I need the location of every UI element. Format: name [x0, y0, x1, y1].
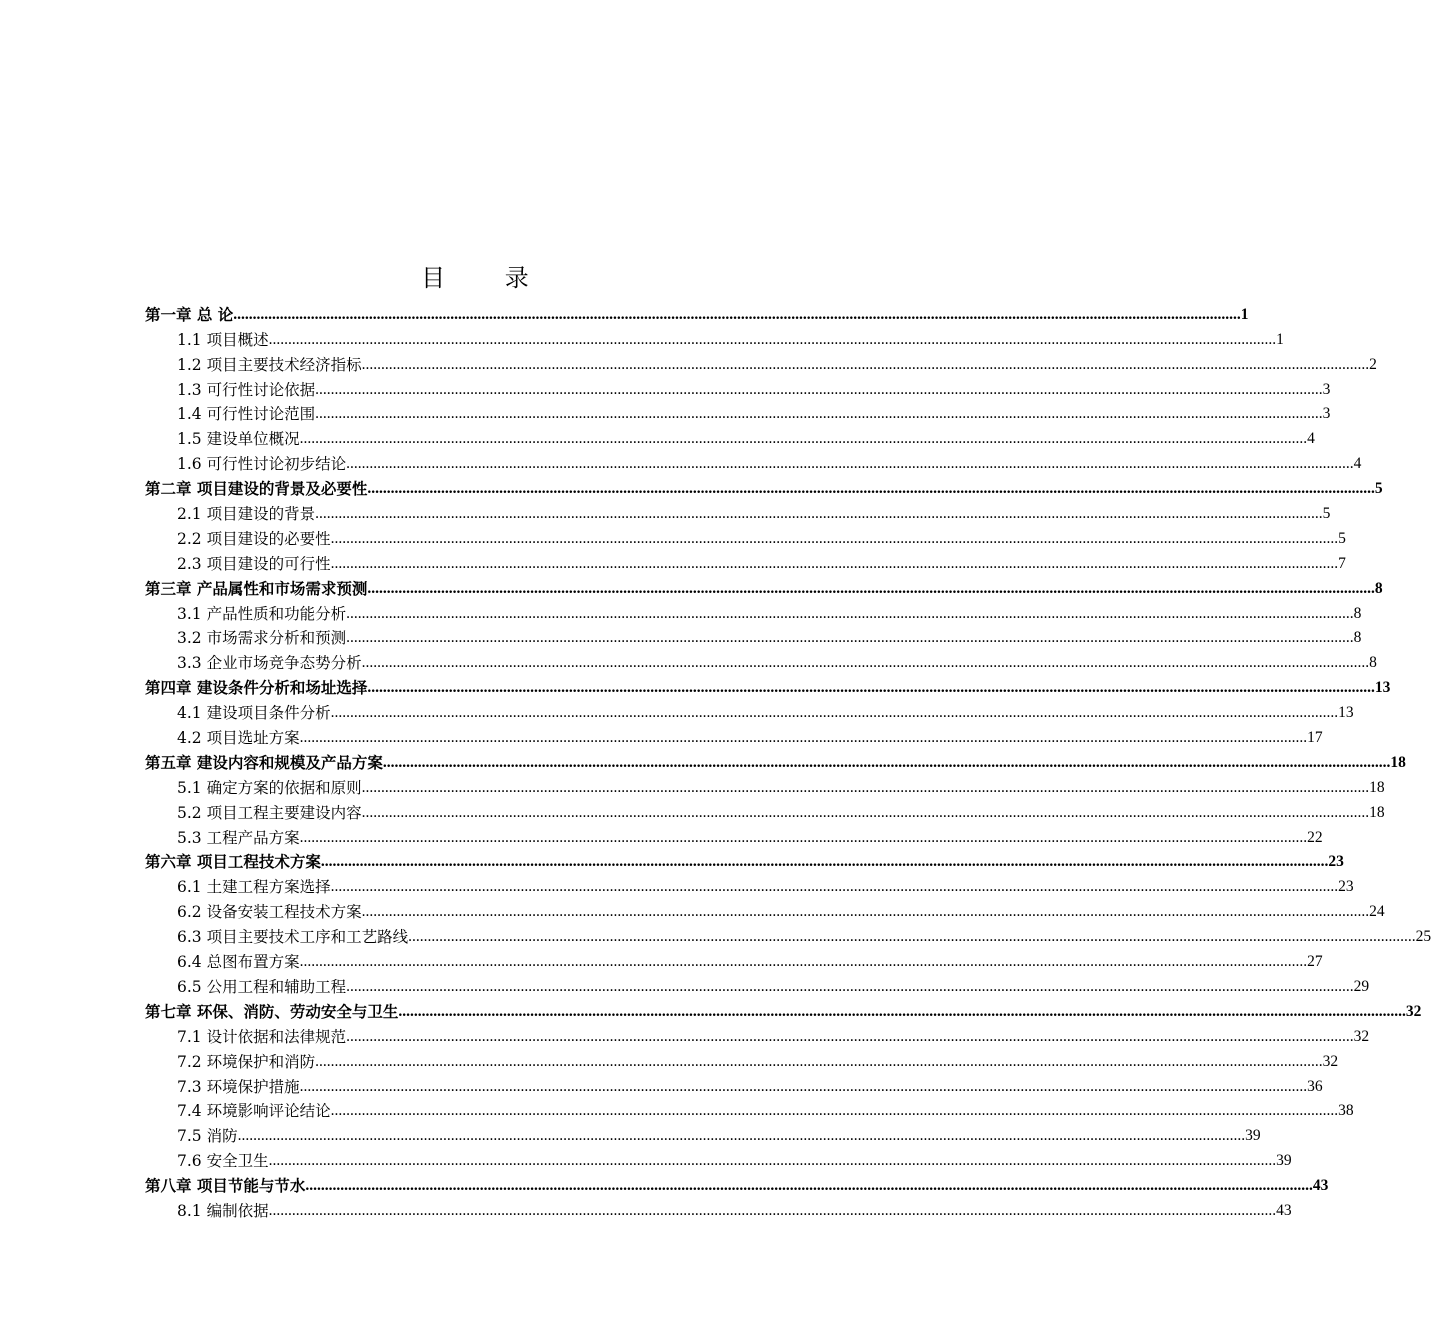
toc-entry-label: 7.3 环境保护措施	[177, 1077, 300, 1096]
dot-leader: ....................................................................................................................................................................................................................................................................	[330, 704, 1339, 722]
toc-page-number: 13	[1374, 679, 1391, 697]
toc-entry-label: 1.2 项目主要技术经济指标	[177, 355, 362, 374]
toc-chapter-entry[interactable]	[145, 847, 1344, 872]
toc-section-entry[interactable]	[145, 896, 1385, 922]
dot-leader: ....................................................................................................................................................................................................................................................................	[330, 529, 1339, 547]
toc-page-number: 13	[1338, 704, 1354, 722]
toc-entry-label: 第八章 项目节能与节水	[145, 1176, 306, 1196]
toc-page-number: 18	[1369, 778, 1385, 796]
dot-leader: ....................................................................................................................................................................................................................................................................	[408, 928, 1416, 946]
toc-page-number: 25	[1415, 928, 1431, 946]
dot-leader: ....................................................................................................................................................................................................................................................................	[367, 679, 1375, 697]
toc-entry-label: 第四章 建设条件分析和场址选择	[145, 678, 368, 698]
toc-entry-label: 7.2 环境保护和消防	[177, 1052, 316, 1071]
toc-entry-label: 6.3 项目主要技术工序和工艺路线	[177, 928, 409, 947]
toc-section-entry[interactable]	[145, 548, 1346, 573]
toc-entry-label: 第一章 总 论	[145, 304, 234, 324]
toc-page-number: 2	[1369, 355, 1377, 373]
toc-section-entry[interactable]	[145, 598, 1362, 623]
page-title: 目 录	[421, 264, 555, 292]
dot-leader: ....................................................................................................................................................................................................................................................................	[361, 654, 1370, 672]
toc-entry-label: 4.1 建设项目条件分析	[177, 704, 331, 723]
dot-leader: ....................................................................................................................................................................................................................................................................	[330, 878, 1339, 896]
dot-leader: ....................................................................................................................................................................................................................................................................	[315, 505, 1323, 523]
dot-leader: ....................................................................................................................................................................................................................................................................	[398, 1002, 1406, 1020]
toc-page-number: 22	[1307, 828, 1323, 846]
toc-section-entry[interactable]	[145, 423, 1315, 449]
toc-entry-label: 第七章 环保、消防、劳动安全与卫生	[145, 1001, 399, 1021]
dot-leader: ....................................................................................................................................................................................................................................................................	[299, 1077, 1308, 1095]
toc-chapter-entry[interactable]	[145, 573, 1383, 598]
toc-entry-label: 7.4 环境影响评论结论	[177, 1102, 331, 1121]
toc-section-entry[interactable]	[145, 498, 1331, 524]
toc-entry-label: 3.1 产品性质和功能分析	[177, 604, 347, 623]
dot-leader: ....................................................................................................................................................................................................................................................................	[268, 1152, 1277, 1170]
toc-page-number: 23	[1328, 853, 1344, 871]
dot-leader: ....................................................................................................................................................................................................................................................................	[268, 330, 1277, 348]
toc-page-number: 8	[1353, 629, 1362, 647]
toc-section-entry[interactable]	[145, 647, 1377, 673]
toc-page-number: 32	[1405, 1002, 1422, 1020]
toc-entry-label: 第三章 产品属性和市场需求预测	[145, 578, 368, 598]
toc-entry-label: 1.1 项目概述	[177, 330, 269, 349]
toc-entry-label: 2.3 项目建设的可行性	[177, 554, 331, 573]
toc-section-entry[interactable]	[145, 946, 1323, 972]
toc-page-number: 18	[1369, 803, 1385, 821]
toc-page-number: 29	[1353, 977, 1370, 995]
dot-leader: ....................................................................................................................................................................................................................................................................	[330, 1102, 1339, 1120]
dot-leader: ....................................................................................................................................................................................................................................................................	[361, 778, 1370, 796]
toc-section-entry[interactable]	[145, 1195, 1292, 1220]
toc-page-number: 24	[1369, 903, 1385, 921]
toc-page-number: 5	[1322, 505, 1331, 523]
toc-page-number: 5	[1338, 529, 1346, 547]
toc-entry-label: 4.2 项目选址方案	[177, 729, 300, 748]
toc-entry-label: 8.1 编制依据	[177, 1201, 269, 1220]
dot-leader: ....................................................................................................................................................................................................................................................................	[299, 953, 1308, 971]
toc-entry-label: 第二章 项目建设的背景及必要性	[145, 479, 368, 499]
toc-entry-label: 第五章 建设内容和规模及产品方案	[145, 752, 383, 772]
toc-entry-label: 7.1 设计依据和法律规范	[177, 1027, 347, 1046]
toc-entry-label: 5.3 工程产品方案	[177, 828, 300, 847]
toc-section-entry[interactable]	[145, 722, 1323, 748]
toc-section-entry[interactable]	[145, 871, 1354, 897]
toc-page-number: 4	[1307, 430, 1315, 448]
toc-chapter-entry[interactable]	[145, 299, 1249, 324]
toc-page-number: 3	[1322, 405, 1331, 423]
toc-section-entry[interactable]	[145, 921, 1431, 947]
dot-leader: ....................................................................................................................................................................................................................................................................	[346, 455, 1354, 473]
toc-section-entry[interactable]	[145, 822, 1323, 847]
dot-leader: ....................................................................................................................................................................................................................................................................	[330, 554, 1339, 572]
toc-page-number: 23	[1338, 878, 1354, 896]
toc-entry-label: 6.4 总图布置方案	[177, 953, 300, 972]
toc-entry-label: 3.2 市场需求分析和预测	[177, 629, 347, 648]
toc-section-entry[interactable]	[145, 1046, 1339, 1071]
toc-entry-label: 5.2 项目工程主要建设内容	[177, 803, 362, 822]
toc-entry-label: 1.6 可行性讨论初步结论	[177, 455, 347, 474]
toc-entry-label: 第六章 项目工程技术方案	[145, 852, 321, 872]
toc-section-entry[interactable]	[145, 772, 1385, 797]
dot-leader: ....................................................................................................................................................................................................................................................................	[361, 903, 1370, 921]
dot-leader: ....................................................................................................................................................................................................................................................................	[346, 604, 1354, 622]
toc-section-entry[interactable]	[145, 523, 1346, 548]
toc-page-number: 39	[1245, 1127, 1261, 1145]
toc-entry-label: 6.1 土建工程方案选择	[177, 878, 331, 897]
toc-page-number: 4	[1353, 455, 1362, 473]
toc-page-number: 18	[1390, 753, 1406, 771]
toc-entry-label: 1.3 可行性讨论依据	[177, 380, 316, 399]
dot-leader: ....................................................................................................................................................................................................................................................................	[305, 1177, 1313, 1195]
toc-entry-label: 7.5 消防	[177, 1127, 238, 1146]
toc-chapter-entry[interactable]	[145, 672, 1391, 698]
toc-page-number: 1	[1276, 330, 1284, 348]
dot-leader: ....................................................................................................................................................................................................................................................................	[268, 1201, 1277, 1219]
toc-entry-label: 1.5 建设单位概况	[177, 430, 300, 449]
dot-leader: ....................................................................................................................................................................................................................................................................	[346, 1027, 1354, 1045]
toc-entry-label: 2.1 项目建设的背景	[177, 505, 316, 524]
toc-page-number: 38	[1338, 1102, 1354, 1120]
dot-leader: ....................................................................................................................................................................................................................................................................	[315, 405, 1323, 423]
toc-page-number: 39	[1276, 1152, 1292, 1170]
toc-page-number: 3	[1322, 380, 1331, 398]
dot-leader: ....................................................................................................................................................................................................................................................................	[233, 305, 1241, 323]
toc-section-entry[interactable]	[145, 623, 1362, 648]
toc-entry-label: 6.2 设备安装工程技术方案	[177, 903, 362, 922]
dot-leader: ....................................................................................................................................................................................................................................................................	[361, 355, 1370, 373]
toc-page-number: 32	[1353, 1027, 1370, 1045]
toc-chapter-entry[interactable]	[145, 1170, 1329, 1196]
toc-section-entry[interactable]	[145, 349, 1377, 374]
toc-page-number: 17	[1307, 729, 1323, 747]
toc-section-entry[interactable]	[145, 1096, 1354, 1121]
dot-leader: ....................................................................................................................................................................................................................................................................	[382, 753, 1391, 771]
toc-page-number: 43	[1312, 1177, 1329, 1195]
toc-page-number: 43	[1276, 1201, 1292, 1219]
toc-page-number: 7	[1338, 554, 1346, 572]
dot-leader: ....................................................................................................................................................................................................................................................................	[367, 480, 1375, 498]
dot-leader: ....................................................................................................................................................................................................................................................................	[346, 977, 1354, 995]
dot-leader: ....................................................................................................................................................................................................................................................................	[320, 853, 1329, 871]
toc-page-number: 8	[1353, 604, 1362, 622]
table-of-contents	[145, 299, 1431, 1220]
toc-entry-label: 3.3 企业市场竞争态势分析	[177, 654, 362, 673]
toc-page-number: 27	[1307, 953, 1323, 971]
toc-entry-label: 2.2 项目建设的必要性	[177, 529, 331, 548]
toc-chapter-entry[interactable]	[145, 996, 1422, 1021]
toc-page-number: 8	[1374, 579, 1383, 597]
toc-section-entry[interactable]	[145, 374, 1331, 399]
toc-section-entry[interactable]	[145, 1021, 1370, 1046]
dot-leader: ....................................................................................................................................................................................................................................................................	[346, 629, 1354, 647]
toc-entry-label: 6.5 公用工程和辅助工程	[177, 977, 347, 996]
toc-section-entry[interactable]	[145, 324, 1284, 349]
dot-leader: ....................................................................................................................................................................................................................................................................	[361, 803, 1370, 821]
dot-leader: ....................................................................................................................................................................................................................................................................	[367, 579, 1375, 597]
toc-page-number: 1	[1240, 305, 1249, 323]
dot-leader: ....................................................................................................................................................................................................................................................................	[315, 380, 1323, 398]
toc-section-entry[interactable]	[145, 1145, 1292, 1171]
toc-chapter-entry[interactable]	[145, 747, 1406, 772]
dot-leader: ....................................................................................................................................................................................................................................................................	[299, 430, 1308, 448]
dot-leader: ....................................................................................................................................................................................................................................................................	[299, 828, 1308, 846]
toc-section-entry[interactable]	[145, 1120, 1261, 1146]
toc-entry-label: 7.6 安全卫生	[177, 1152, 269, 1171]
dot-leader: ....................................................................................................................................................................................................................................................................	[299, 729, 1308, 747]
dot-leader: ....................................................................................................................................................................................................................................................................	[237, 1127, 1246, 1145]
toc-section-entry[interactable]	[145, 448, 1362, 474]
toc-section-entry[interactable]	[145, 971, 1370, 996]
dot-leader: ....................................................................................................................................................................................................................................................................	[315, 1052, 1323, 1070]
toc-section-entry[interactable]	[145, 1071, 1323, 1096]
toc-entry-label: 1.4 可行性讨论范围	[177, 405, 316, 424]
toc-chapter-entry[interactable]	[145, 473, 1383, 499]
toc-page-number: 5	[1374, 480, 1383, 498]
toc-entry-label: 5.1 确定方案的依据和原则	[177, 778, 362, 797]
toc-page-number: 32	[1322, 1052, 1339, 1070]
toc-section-entry[interactable]	[145, 399, 1331, 424]
toc-section-entry[interactable]	[145, 797, 1385, 822]
toc-page-number: 36	[1307, 1077, 1323, 1095]
toc-section-entry[interactable]	[145, 697, 1354, 723]
toc-page-number: 8	[1369, 654, 1377, 672]
